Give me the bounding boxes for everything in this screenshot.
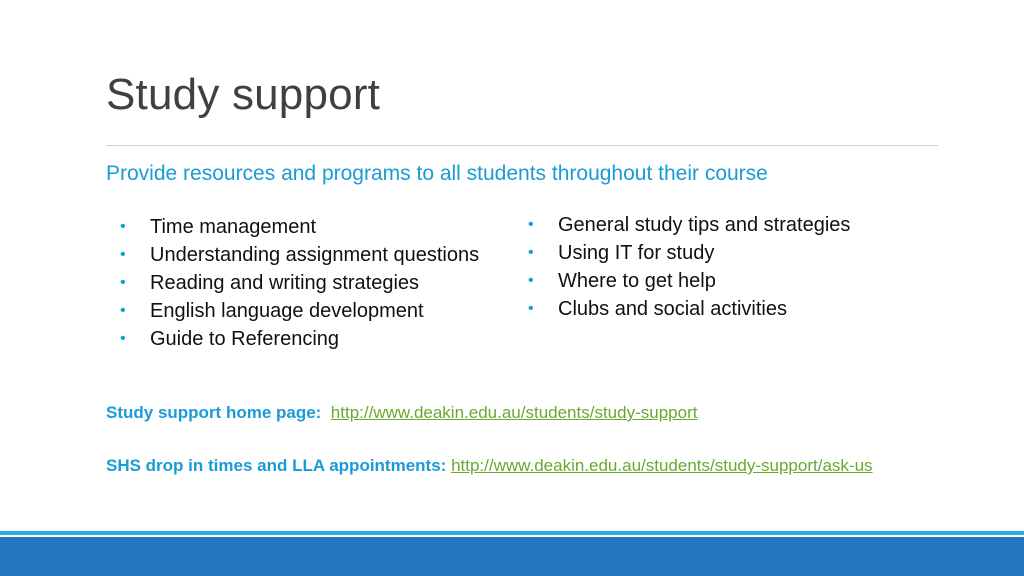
footer-bar bbox=[0, 537, 1024, 576]
shs-drop-in-link[interactable]: http://www.deakin.edu.au/students/study-support/ask-us bbox=[451, 456, 873, 475]
slide-title: Study support bbox=[106, 70, 381, 119]
right-bullet-list bbox=[520, 211, 850, 323]
list-item: • Guide to Referencing bbox=[112, 325, 479, 353]
list-item: • Time management bbox=[112, 213, 479, 241]
bullet-icon: • bbox=[528, 244, 534, 261]
bullet-icon: • bbox=[528, 300, 534, 317]
list-item: • Where to get help bbox=[520, 267, 850, 295]
left-bullet-list bbox=[112, 213, 479, 353]
footer-accent-line bbox=[0, 531, 1024, 535]
study-support-home-label: Study support home page: bbox=[106, 403, 322, 422]
list-item: • English language development bbox=[112, 297, 479, 325]
bullet-icon: • bbox=[120, 246, 126, 263]
bullet-icon: • bbox=[528, 216, 534, 233]
bullet-icon: • bbox=[120, 218, 126, 235]
list-item: • Clubs and social activities bbox=[520, 295, 850, 323]
bullet-icon: • bbox=[120, 274, 126, 291]
list-item: • Reading and writing strategies bbox=[112, 269, 479, 297]
slide-subtitle: Provide resources and programs to all students throughout their course bbox=[106, 162, 768, 185]
bullet-icon: • bbox=[120, 302, 126, 319]
list-item: • Using IT for study bbox=[520, 239, 850, 267]
shs-drop-in-label: SHS drop in times and LLA appointments: bbox=[106, 456, 447, 475]
list-item: • General study tips and strategies bbox=[520, 211, 850, 239]
bullet-icon: • bbox=[120, 330, 126, 347]
shs-drop-in-row bbox=[106, 456, 873, 476]
list-item: • Understanding assignment questions bbox=[112, 241, 479, 269]
bullet-icon: • bbox=[528, 272, 534, 289]
study-support-home-row bbox=[106, 403, 697, 423]
study-support-home-link[interactable]: http://www.deakin.edu.au/students/study-support bbox=[330, 403, 698, 422]
title-divider bbox=[106, 145, 938, 146]
